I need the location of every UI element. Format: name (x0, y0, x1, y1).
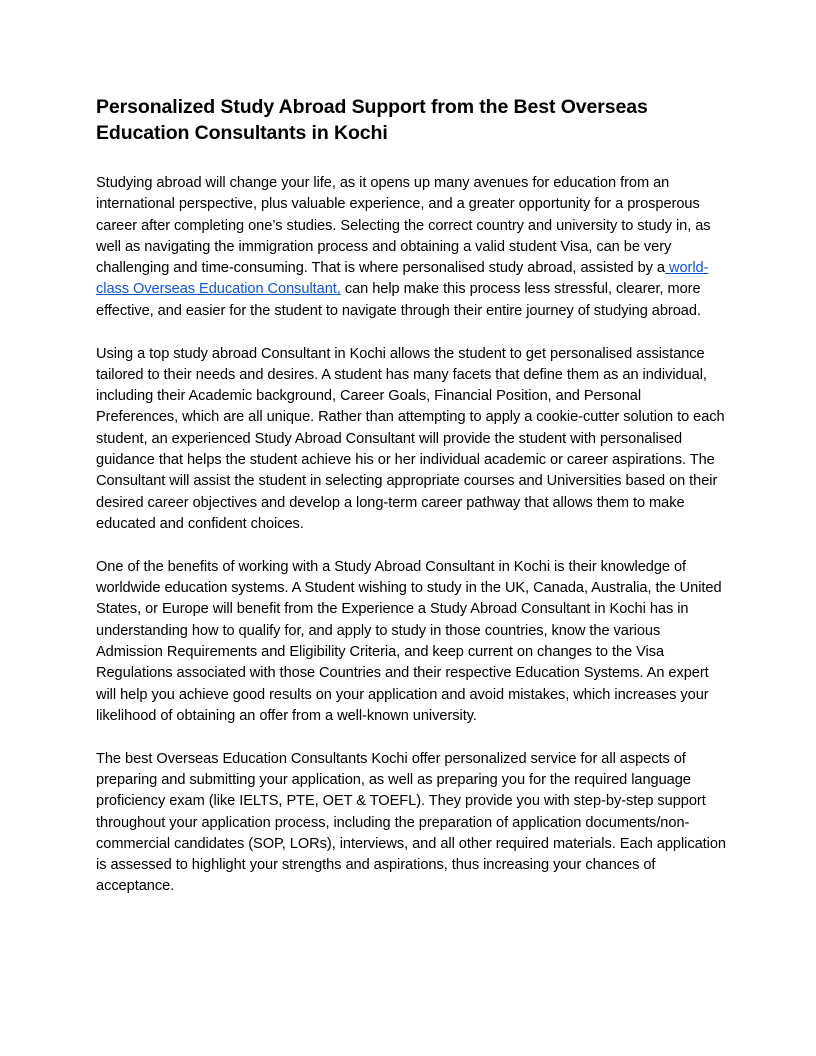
document-page (96, 94, 726, 919)
paragraph-text: Studying abroad will change your life, as it opens up many avenues for education from an international perspective, plus valuable experience, and a greater opportunity for a prosperous career after completing one’s studies. Selecting the correct country and university to study in, as well as navigating the immigration process and obtaining a valid student Visa, can be very challenging and time-consuming. That is where personalised study abroad, assisted by a (96, 175, 711, 277)
document-title: Personalized Study Abroad Support from the Best Overseas Education Consultants in Kochi (96, 96, 648, 144)
paragraph-education-systems: One of the benefits of working with a Study Abroad Consultant in Kochi is their knowledge of worldwide education systems. A Student wishing to study in the UK, Canada, Australia, the United States, or Europe will benefit from the Experience a Study Abroad Consultant in Kochi has in understanding how to qualify for, and apply to study in those countries, know the various Admission Requirements and Eligibility Criteria, and keep current on changes to the Visa Regulations associated with those Countries and their respective Education Systems. An expert will help you achieve good results on your application and avoid mistakes, which increases your likelihood of obtaining an offer from a well-known university. (96, 558, 722, 724)
paragraph-personalised-assistance: Using a top study abroad Consultant in Kochi allows the student to get personalised assistance tailored to their needs and desires. A student has many facets that define them as an individual, including their Academic background, Career Goals, Financial Position, and Personal Preferences, which are all unique. Rather than attempting to apply a cookie-cutter solution to each student, an experienced Study Abroad Consultant will provide the student with personalised guidance that helps the student achieve his or her individual academic or career aspirations. The Consultant will assist the student in selecting appropriate courses and Universities based on their desired career objectives and develop a long-term career pathway that allows them to make educated and confident choices. (96, 345, 725, 532)
paragraph-application-support: The best Overseas Education Consultants Kochi offer personalized service for all aspects of preparing and submitting your application, as well as preparing you for the required language proficiency exam (like IELTS, PTE, OET & TOEFL). They provide you with step-by-step support throughout your application process, including the preparation of application documents/non-commercial candidates (SOP, LORs), interviews, and all other required materials. Each application is assessed to highlight your strengths and aspirations, thus increasing your chances of acceptance. (96, 750, 726, 895)
overseas-consultant-link[interactable]: world-class Overseas Education Consultant, (96, 260, 709, 298)
paragraph-intro (96, 173, 726, 322)
paragraph-text: can help make this process less stressful, clearer, more effective, and easier for the student to navigate through their entire journey of studying abroad. (96, 281, 701, 319)
